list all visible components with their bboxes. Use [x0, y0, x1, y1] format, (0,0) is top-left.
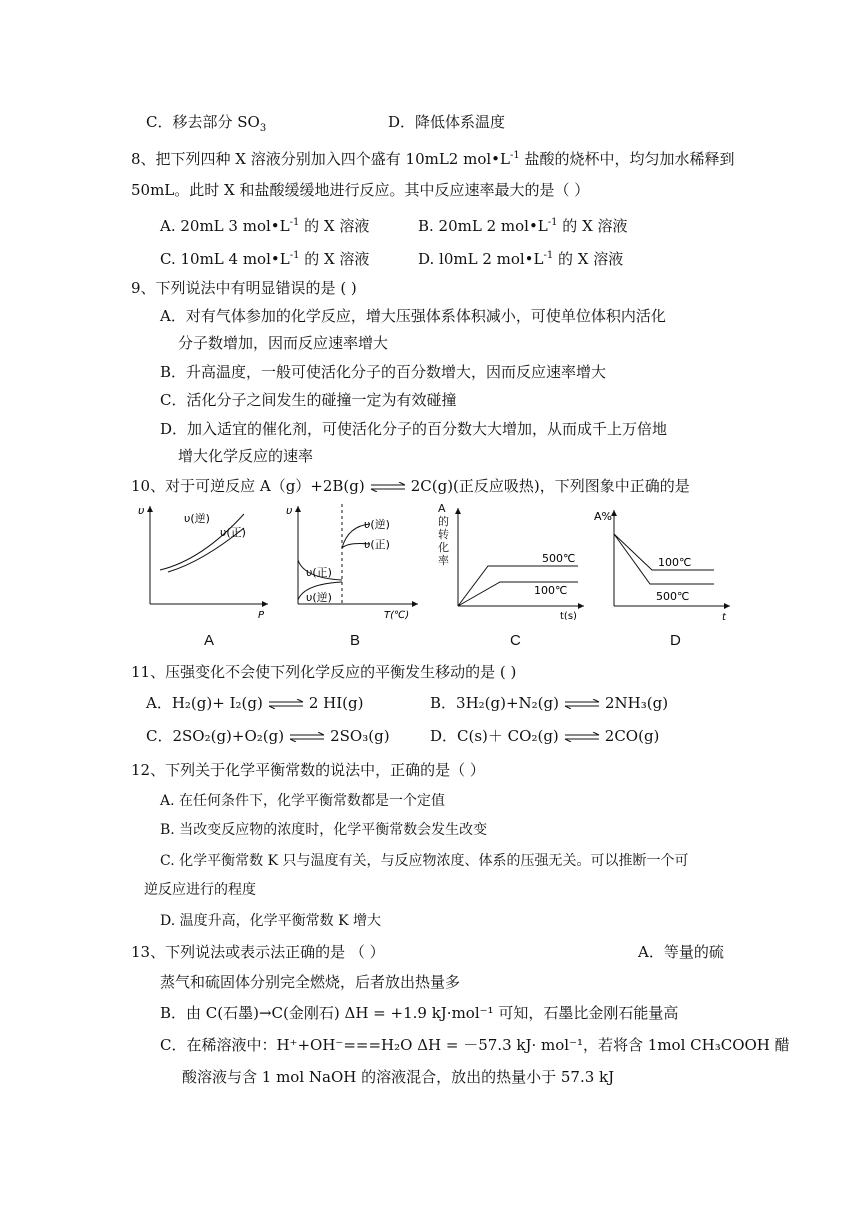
q9-option-a-line2: 分子数增加，因而反应速率增大: [178, 334, 389, 352]
equilibrium-arrow-icon: [288, 732, 326, 742]
graph-a-x-label: P: [258, 610, 265, 620]
equilibrium-arrow-icon: [563, 699, 601, 709]
q11-stem: 11、压强变化不会使下列化学反应的平衡发生移动的是 ( ): [131, 663, 517, 681]
q9-option-d-line1: D．加入适宜的催化剂，可使活化分子的百分数大大增加，从而成千上万倍地: [160, 420, 668, 438]
q9-option-b: B．升高温度，一般可使活化分子的百分数增大，因而反应速率增大: [160, 363, 607, 381]
graph-c-caption: C: [510, 632, 521, 649]
graph-b-y-label: υ: [286, 504, 293, 517]
q13-option-c-line1: C．在稀溶液中：H⁺+OH⁻===H₂O ΔH = －57.3 kJ· mol⁻¹，若将含 1mol CH₃COOH 醋: [160, 1036, 790, 1054]
graph-b-label-reverse-2: υ(逆): [364, 518, 390, 531]
graph-c-label-500: 500℃: [542, 552, 576, 565]
q9-option-a-line1: A．对有气体参加的化学反应，增大压强体系体积减小，可使单位体积内活化: [160, 307, 666, 325]
graph-a-y-label: υ: [138, 504, 145, 517]
q9-option-d-line2: 增大化学反应的速率: [178, 447, 314, 465]
graph-c-label-100: 100℃: [534, 584, 568, 597]
equilibrium-arrow-icon: [369, 482, 407, 492]
q8-stem-line2: 50mL。此时 X 和盐酸缓缓地进行反应。其中反应速率最大的是（ ）: [131, 181, 590, 199]
graph-a-label-forward: υ(正): [220, 526, 246, 539]
q8-option-c: C. 10mL 4 $mol•L^{-1}$ 的 X 溶液: [160, 250, 370, 268]
q7-option-c: C．移去部分 $SO_3$: [146, 113, 267, 134]
graph-c-y-label: A的转化率: [438, 502, 449, 567]
q11-option-d: D．C(s)＋ CO₂(g) 2CO(g): [430, 727, 660, 745]
q13-option-a-line2: 蒸气和硫固体分别完全燃烧，后者放出热量多: [160, 973, 461, 991]
q8-option-b: B. 20mL 2 $mol•L^{-1}$ 的 X 溶液: [418, 217, 628, 235]
q7-option-d: D．降低体系温度: [388, 113, 506, 131]
q13-option-c-line2: 酸溶液与含 1 mol NaOH 的溶液混合，放出的热量小于 57.3 kJ: [182, 1068, 615, 1086]
graph-d-caption: D: [670, 632, 681, 649]
graph-b-label-forward-1: υ(正): [306, 566, 332, 579]
graph-b-x-label: T(℃): [384, 610, 410, 620]
q11-option-a: A．H₂(g)+ I₂(g) 2 HI(g): [146, 694, 364, 712]
graph-b-label-forward-2: υ(正): [364, 538, 390, 551]
q12-option-c-line1: C. 化学平衡常数 K 只与温度有关，与反应物浓度、体系的压强无关。可以推断一个可: [160, 853, 689, 869]
graph-a-caption: A: [204, 632, 215, 649]
graph-c-x-label: t(s): [560, 611, 577, 620]
q10-stem: 10、对于可逆反应 A（g）+2B(g) 2C(g)(正反应吸热)，下列图象中正确的是: [131, 477, 690, 495]
graph-b: [284, 500, 424, 624]
q12-option-c-line2: 逆反应进行的程度: [144, 882, 256, 898]
q12-option-d: D. 温度升高，化学平衡常数 K 增大: [160, 913, 381, 929]
q11-option-c: C．2SO₂(g)+O₂(g) 2SO₃(g): [146, 727, 390, 745]
graph-d-label-500: 500℃: [656, 590, 690, 603]
q9-option-c: C．活化分子之间发生的碰撞一定为有效碰撞: [160, 391, 457, 409]
q12-option-b: B. 当改变反应物的浓度时，化学平衡常数会发生改变: [160, 822, 488, 838]
graph-b-caption: B: [350, 632, 361, 649]
q9-stem: 9、下列说法中有明显错误的是 ( ): [131, 279, 357, 297]
graph-c: [438, 502, 588, 624]
q13-stem: 13、下列说法或表示法正确的是 （ ）: [131, 943, 385, 961]
q13-option-a-line1: A．等量的硫: [638, 943, 724, 961]
graph-a: [132, 500, 272, 624]
q13-option-b: B．由 C(石墨)→C(金刚石) ΔH = +1.9 kJ·mol⁻¹ 可知，石墨比金刚石能量高: [160, 1004, 679, 1022]
q8-option-a: A. 20mL 3 $mol•L^{-1}$ 的 X 溶液: [160, 217, 370, 235]
equilibrium-arrow-icon: [267, 699, 305, 709]
graph-d: [594, 504, 734, 626]
graph-b-label-reverse-1: υ(逆): [306, 591, 332, 604]
graph-a-label-reverse: υ(逆): [184, 512, 210, 525]
equilibrium-arrow-icon: [563, 732, 601, 742]
graph-d-label-100: 100℃: [658, 556, 692, 569]
q12-option-a: A. 在任何条件下，化学平衡常数都是一个定值: [160, 793, 446, 809]
graph-d-y-label: A%: [594, 510, 612, 523]
graph-d-x-label: t: [722, 612, 726, 622]
q11-option-b: B．3H₂(g)+N₂(g) 2NH₃(g): [430, 694, 669, 712]
q8-option-d: D. l0mL 2 $mol•L^{-1}$ 的 X 溶液: [418, 250, 624, 268]
q12-stem: 12、下列关于化学平衡常数的说法中，正确的是（ ）: [131, 761, 485, 779]
q8-stem-line1: 8、把下列四种 X 溶液分别加入四个盛有 10mL2 $mol•L^{-1}$ 盐酸的烧杯中，均匀加水稀释到: [131, 150, 735, 168]
